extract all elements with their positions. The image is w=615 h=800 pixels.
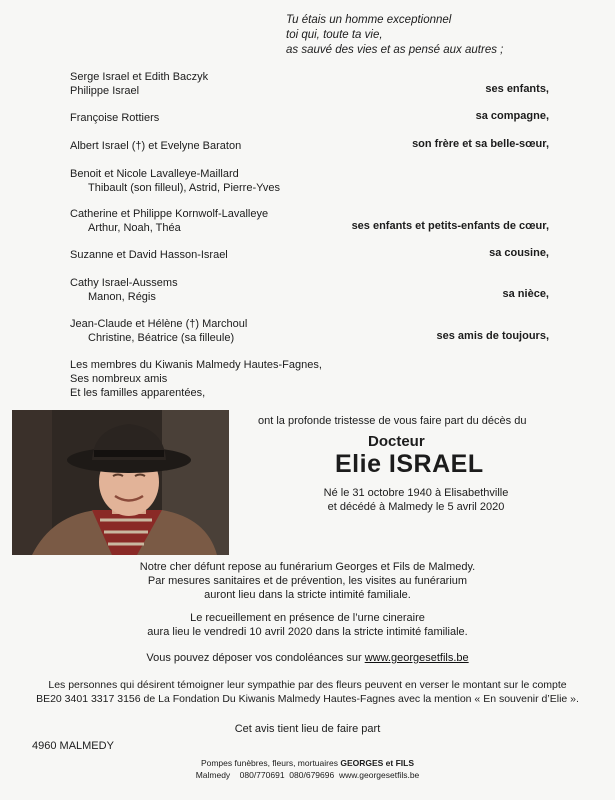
poem-line: toi qui, toute ta vie, xyxy=(286,29,383,41)
poem-line: as sauvé des vies et as pensé aux autres ; xyxy=(286,44,504,56)
notice-line: Par mesures sanitaires et de prévention, les visites au funérarium xyxy=(147,575,468,587)
footer-city: Malmedy xyxy=(195,770,231,780)
footer-phone: 080/679696 xyxy=(289,770,335,780)
notice-line: Notre cher défunt repose au funérarium Georges et Fils de Malmedy. xyxy=(139,561,476,573)
family-relation: sa nièce, xyxy=(502,288,549,300)
announcement-intro: ont la profonde tristesse de vous faire part du décès du xyxy=(258,415,527,427)
urn-ceremony xyxy=(40,611,575,639)
urn-line: Le recueillement en présence de l’urne cineraire xyxy=(190,612,425,624)
footer-line-2 xyxy=(0,769,615,781)
condolences xyxy=(40,651,575,665)
mourner-line: Les membres du Kiwanis Malmedy Hautes-Fagnes, xyxy=(70,359,322,371)
family-names: Cathy Israel-Aussems xyxy=(70,277,178,289)
family-entry xyxy=(70,276,178,304)
family-names: Arthur, Noah, Théa xyxy=(88,222,181,234)
poem-line: Tu étais un homme exceptionnel xyxy=(286,14,452,26)
condolences-link[interactable]: www.georgesetfils.be xyxy=(364,652,469,664)
urn-line: aura lieu le vendredi 10 avril 2020 dans la stricte intimité familiale. xyxy=(147,626,468,638)
family-names: Manon, Régis xyxy=(88,291,156,303)
footer-phone: 080/770691 xyxy=(239,770,285,780)
family-names: Serge Israel et Edith Baczyk xyxy=(70,71,209,83)
footer-website[interactable]: www.georgesetfils.be xyxy=(338,770,420,780)
death-line: et décédé à Malmedy le 5 avril 2020 xyxy=(327,501,505,513)
family-entry xyxy=(70,139,241,153)
family-entry xyxy=(70,111,159,125)
condolences-text: Vous pouvez déposer vos condoléances sur xyxy=(146,652,362,664)
family-names: Christine, Béatrice (sa filleule) xyxy=(88,332,235,344)
birth-line: Né le 31 octobre 1940 à Elisabethville xyxy=(323,487,509,499)
funeral-home-footer xyxy=(0,757,615,781)
donation-info xyxy=(0,678,615,706)
family-relation: ses enfants et petits-enfants de cœur, xyxy=(351,220,549,232)
deceased-title: Docteur xyxy=(368,433,425,450)
other-mourners xyxy=(70,358,322,400)
mourner-line: Et les familles apparentées, xyxy=(70,387,206,399)
family-entry xyxy=(70,70,208,98)
family-names: Thibault (son filleul), Astrid, Pierre-Yves xyxy=(88,182,280,194)
portrait-photo xyxy=(12,410,229,555)
family-names: Suzanne et David Hasson-Israel xyxy=(70,249,228,261)
opening-poem xyxy=(286,13,503,58)
postal-address: 4960 MALMEDY xyxy=(32,740,114,752)
portrait-illustration xyxy=(12,410,229,555)
family-entry xyxy=(70,167,280,195)
family-relation: son frère et sa belle-sœur, xyxy=(412,138,549,150)
family-names: Catherine et Philippe Kornwolf-Lavalleye xyxy=(70,208,269,220)
mourner-line: Ses nombreux amis xyxy=(70,373,168,385)
donation-line: BE20 3401 3317 3156 de La Fondation Du Kiwanis Malmedy Hautes-Fagnes avec la mention « En souvenir d’Elie ». xyxy=(36,693,579,705)
closing-note: Cet avis tient lieu de faire part xyxy=(234,723,381,735)
family-relation: ses enfants, xyxy=(485,83,549,95)
family-names: Benoit et Nicole Lavalleye-Maillard xyxy=(70,168,239,180)
deceased-name: Elie ISRAEL xyxy=(335,450,484,478)
family-relation: sa cousine, xyxy=(489,247,549,259)
family-entry xyxy=(70,317,247,345)
family-names: Françoise Rottiers xyxy=(70,112,160,124)
family-entry xyxy=(70,207,268,235)
family-relation: sa compagne, xyxy=(475,110,549,122)
family-names: Philippe Israel xyxy=(70,85,140,97)
family-entry xyxy=(70,248,228,262)
family-names: Jean-Claude et Hélène (†) Marchoul xyxy=(70,318,248,330)
notice-line: auront lieu dans la stricte intimité familiale. xyxy=(204,589,411,601)
donation-line: Les personnes qui désirent témoigner leur sympathie par des fleurs peuvent en verser le montant sur le compte xyxy=(48,679,567,691)
footer-line-1 xyxy=(0,757,615,769)
family-names: Albert Israel (†) et Evelyne Baraton xyxy=(70,140,242,152)
footer-services: Pompes funèbres, fleurs, mortuaires xyxy=(200,758,338,768)
birth-death-dates xyxy=(306,486,526,514)
footer-company: GEORGES et FILS xyxy=(340,758,415,768)
family-relation: ses amis de toujours, xyxy=(436,330,549,342)
funeral-notice xyxy=(40,560,575,602)
